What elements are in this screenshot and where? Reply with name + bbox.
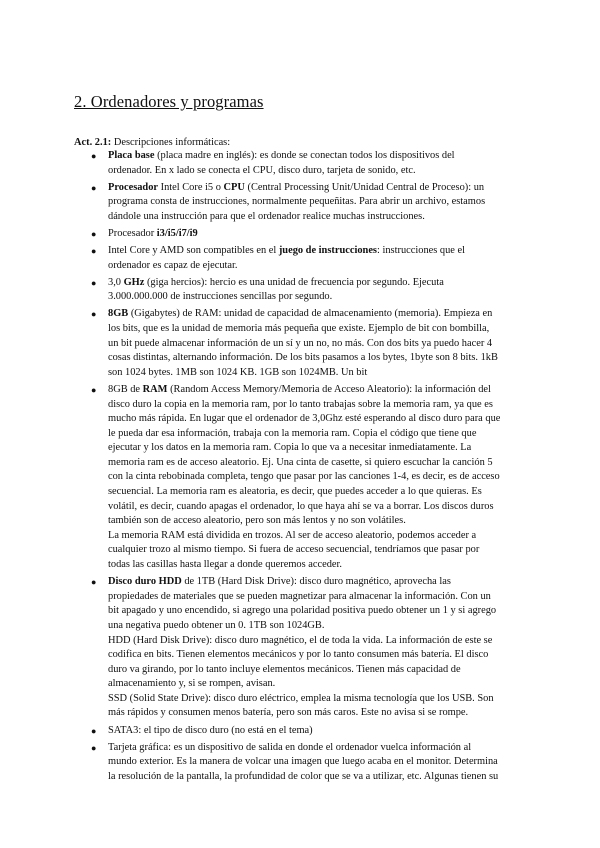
text-line: disco duro la copia en la memoria ram, por lo tanto trabajas sobre la memoria ram, ya que es [108, 398, 493, 410]
text-line: secuencial. La memoria ram es aleatoria, es decir, que puedes acceder a lo que quieras. Es [108, 486, 482, 498]
text-line: La memoria RAM está dividida en trozos. Al ser de acceso aleatorio, podemos acceder a [108, 529, 477, 541]
term: i3/i5/i7/i9 [156, 227, 198, 239]
bullet-icon: ● [91, 182, 97, 193]
text-line: dándole una instrucción para que el ordenador realice muchas instrucciones. [108, 210, 425, 222]
text-line: Tarjeta gráfica: es un dispositivo de salida en donde el ordenador vuelca información al [108, 741, 472, 753]
text-line: los bits, que es la unidad de memoria más pequeña que existe. Ejemplo de bit con bombilla, [108, 323, 490, 335]
term: Disco duro HDD [108, 576, 182, 588]
text-line: (giga hercios): hercio es una unidad de frecuencia por segundo. Ejecuta [144, 276, 444, 288]
list-item [91, 244, 527, 273]
text-line: memoria ram es de acceso aleatorio. Ej. Una cinta de casette, si quiero escuchar la canción 5 [108, 456, 493, 468]
text-line: mucho más rápida. En lugar que el ordenador de 3,0Ghz esté esperando al disco duro para que [108, 413, 501, 425]
term: Procesador [108, 181, 159, 193]
list-item [91, 741, 527, 785]
text-line: 3.000.000.000 de instrucciones sencillas por segundo. [108, 291, 333, 303]
term: juego de instrucciones [278, 245, 377, 257]
text-line: duro va girando, por lo tanto incluye elementos mecánicos. Tienen más capacidad de [108, 663, 461, 675]
text-line: bit apagado y uno encendido, si agrego una polaridad positiva puedo obtener un 1 y si agrego [108, 605, 497, 617]
list-item [91, 181, 527, 225]
term: Placa base [108, 150, 155, 161]
text-line: 3,0 [108, 276, 124, 288]
list-item [91, 307, 527, 380]
text-line: son 1024 bytes. 1MB son 1024 KB. 1GB son 1024MB. Un bit [108, 366, 368, 378]
section-heading: 2. Ordenadores y programas [74, 92, 264, 111]
text-line: ordenador. En x lado se conecta el CPU, disco duro, tarjeta de sonido, etc. [108, 164, 416, 176]
text-line: : instrucciones que el [376, 245, 465, 257]
bullet-icon: ● [91, 742, 97, 753]
list-item [91, 227, 527, 242]
bullet-icon: ● [91, 151, 97, 161]
text-line: SSD (Solid State Drive): disco duro eléctrico, emplea la misma tecnología que los USB. Son [108, 692, 494, 704]
text-line: cosas distintas, alternando información. De los bits pasamos a los bytes, 1byte son 8 bits. 1kB [108, 352, 498, 364]
text-line: volátil, es decir, cuando apagas el ordenador, lo que haya ahí se va a borrar. Los discos duros [108, 500, 494, 512]
activity-text: Descripciones informáticas: [111, 137, 231, 148]
text-line: (Central Processing Unit/Unidad Central de Proceso): un [244, 181, 485, 193]
text-line: HDD (Hard Disk Drive): disco duro magnético, el de toda la vida. La información de este se [108, 634, 493, 646]
bullet-icon: ● [91, 725, 97, 736]
text-line: propiedades de materiales que se pueden magnetizar para almacenar la información. Con un [108, 590, 491, 602]
list-item [91, 575, 527, 721]
text-line: ordenador es capaz de ejecutar. [108, 259, 238, 271]
text-line: Procesador [108, 227, 157, 239]
text-line: SATA3: el tipo de disco duro (no está en el tema) [108, 724, 313, 736]
bullet-icon: ● [91, 577, 97, 588]
bullet-icon: ● [91, 384, 97, 395]
text-line: codifica en bits. Tienen elementos mecánicos y por lo tanto consumen más batería. El disco [108, 649, 489, 661]
text-line: programa consta de instrucciones, normalmente pequeñitas. Para abrir un archivo, estamos [108, 196, 486, 208]
text-line: Intel Core i5 o [158, 181, 224, 193]
text-line: Intel Core y AMD son compatibles en el [108, 245, 279, 257]
term: CPU [223, 181, 245, 193]
bullet-icon: ● [91, 277, 97, 288]
text-line: todas las casillas hasta llegar a donde queremos acceder. [108, 559, 342, 571]
list-item [91, 276, 527, 305]
text-line: también son de acceso aleatorio, pero son más lentos y no son volátiles. [108, 515, 406, 527]
text-line: (Gigabytes) de RAM: unidad de capacidad de almacenamiento (memoria). Empieza en [128, 308, 493, 320]
term: GHz [123, 276, 145, 288]
term: RAM [142, 383, 168, 395]
text-line: ejecutar y los datos en la memoria ram. Copia lo que va a necesitar inmediatamente. La [108, 442, 472, 454]
text-line: la resolución de la pantalla, la profundidad de color que se va a utilizar, etc. Algunas tienen su [108, 770, 499, 782]
term: 8GB [108, 308, 129, 320]
text-line: (Random Access Memory/Memoria de Acceso Aleatorio): la información del [167, 383, 491, 395]
text-line: mundo exterior. Es la manera de volcar una imagen que luego acaba en el monitor. Determina [108, 756, 498, 768]
activity-label: Act. 2.1: [74, 137, 112, 148]
text-line: almacenamiento y, si se rompen, avisan. [108, 678, 276, 690]
text-line: le pueda dar esa información, trabaja con la memoria ram. Copia el código que tiene que [108, 427, 477, 439]
text-line: con la cinta rebobinada completa, tengo que pasar por las canciones 1-4, es decir, es de acceso [108, 471, 500, 483]
text-line: 8GB de [108, 383, 143, 395]
bullet-icon: ● [91, 246, 97, 257]
text-line: una negativa puedo obtener un 0. 1TB son 1024GB. [108, 619, 325, 631]
bullet-icon: ● [91, 309, 97, 320]
list-item [91, 149, 527, 178]
text-line: (placa madre en inglés): es donde se conectan todos los dispositivos del [154, 150, 455, 161]
list-item [91, 383, 527, 573]
description-list [91, 149, 527, 787]
bullet-icon: ● [91, 228, 97, 239]
text-line: de 1TB (Hard Disk Drive): disco duro magnético, aprovecha las [181, 576, 451, 588]
list-item [91, 724, 527, 739]
text-line: más rápidos y consumen menos batería, pero son más caros. Este no avisa si se rompe. [108, 707, 469, 719]
text-line: cualquier trozo al mismo tiempo. Si fuera de acceso secuencial, tendríamos que pasar por [108, 544, 480, 556]
text-line: un bit puede almacenar información de un sí y un no, no más. Con dos bits ya puedo hacer 4 [108, 337, 493, 349]
